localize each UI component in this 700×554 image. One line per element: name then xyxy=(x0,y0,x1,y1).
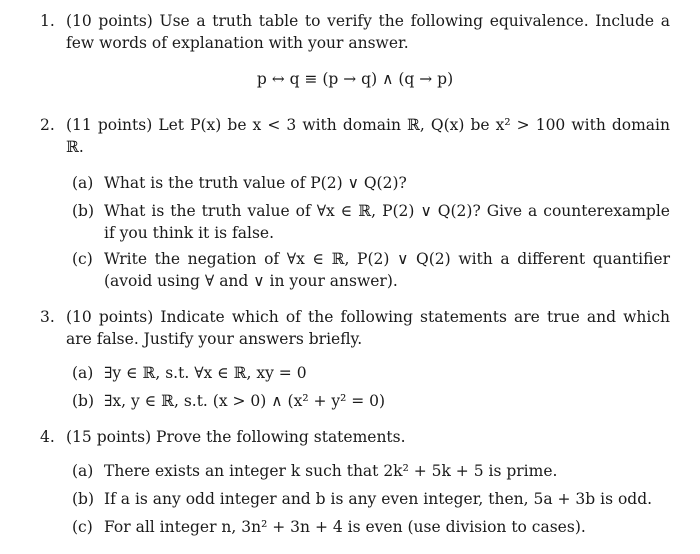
problem-2-part-b xyxy=(72,200,670,244)
part-label: (b) xyxy=(72,490,95,508)
problem-3-part-b xyxy=(72,390,670,412)
part-label: (a) xyxy=(72,364,94,382)
part-label: (b) xyxy=(72,202,95,220)
part-label: (b) xyxy=(72,392,95,410)
part-text: ∃y ∈ ℝ, s.t. ∀x ∈ ℝ, xy = 0 xyxy=(104,364,307,382)
problem-2 xyxy=(40,114,670,158)
problem-1 xyxy=(40,10,670,54)
problem-2-part-c xyxy=(72,248,670,292)
part-label: (c) xyxy=(72,518,93,536)
part-text: What is the truth value of P(2) ∨ Q(2)? xyxy=(104,174,407,192)
problem-3 xyxy=(40,306,670,350)
equivalence-formula: p ↔ q ≡ (p → q) ∧ (q → p) xyxy=(256,70,454,88)
problem-3-part-a xyxy=(72,362,670,384)
part-text: What is the truth value of ∀x ∈ ℝ, P(2) ∨ Q(2)? Give a counterexample if you think it is false. xyxy=(104,202,670,242)
part-text: For all integer n, 3n² + 3n + 4 is even (use division to cases). xyxy=(104,518,586,536)
problem-number: 2. xyxy=(40,116,55,134)
part-label: (a) xyxy=(72,174,94,192)
problem-number: 1. xyxy=(40,12,55,30)
part-text: There exists an integer k such that 2k² + 5k + 5 is prime. xyxy=(104,462,558,480)
part-label: (a) xyxy=(72,462,94,480)
part-text: ∃x, y ∈ ℝ, s.t. (x > 0) ∧ (x² + y² = 0) xyxy=(104,392,386,410)
part-text: If a is any odd integer and b is any even integer, then, 5a + 3b is odd. xyxy=(104,490,653,508)
problem-text: (10 points) Indicate which of the following statements are true and which are false. Justify your answers briefly. xyxy=(66,308,670,348)
problem-2-part-a xyxy=(72,172,670,194)
problem-4-part-a xyxy=(72,460,670,482)
part-label: (c) xyxy=(72,250,93,268)
problem-number: 3. xyxy=(40,308,55,326)
problem-text: (11 points) Let P(x) be x < 3 with domain ℝ, Q(x) be x² > 100 with domain ℝ. xyxy=(66,116,670,156)
problem-text: (10 points) Use a truth table to verify the following equivalence. Include a few words of explanation with your answer. xyxy=(66,12,670,52)
problem-4-part-c xyxy=(72,516,670,538)
display-equation xyxy=(40,68,670,90)
problem-4-part-b xyxy=(72,488,670,510)
problem-text: (15 points) Prove the following statements. xyxy=(66,428,406,446)
part-text: Write the negation of ∀x ∈ ℝ, P(2) ∨ Q(2) with a different quantifier (avoid using ∀ and ∨ in your answer). xyxy=(104,250,670,290)
problem-4 xyxy=(40,426,670,448)
problem-number: 4. xyxy=(40,428,55,446)
